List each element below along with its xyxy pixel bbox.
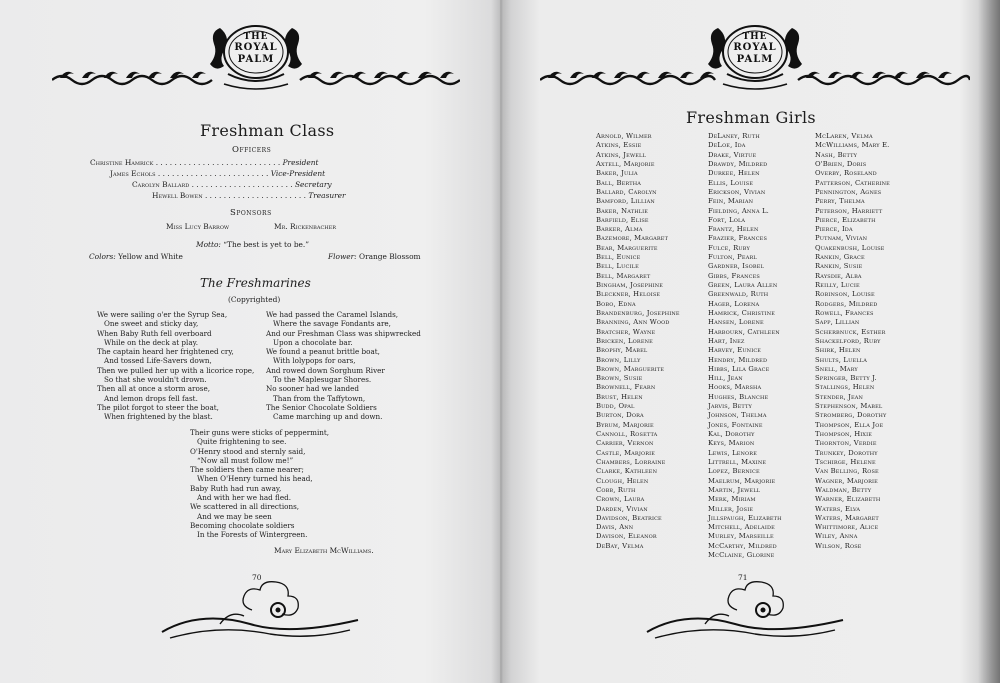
student-name: Shackelford, Ruby: [815, 336, 881, 345]
logo-text-line3: PALM: [736, 54, 774, 65]
poem-line: The captain heard her frightened cry,: [97, 347, 234, 357]
student-name: Bleckner, Heloise: [596, 290, 661, 299]
student-name: Littrell, Maxine: [708, 457, 767, 466]
student-name: Shirk, Helen: [815, 346, 861, 355]
student-name: Crown, Laura: [596, 495, 645, 504]
poem-line: To the Maplesugar Shores.: [273, 375, 372, 385]
student-name: Davidson, Beatrice: [596, 513, 662, 522]
motto-line: [196, 240, 309, 249]
logo-text-line2: ROYAL: [234, 42, 278, 53]
sponsors-heading: Sponsors: [230, 208, 272, 218]
poem-line: Where the savage Fondants are,: [273, 319, 391, 329]
poem-line: The pilot forgot to steer the boat,: [97, 402, 219, 412]
student-name: Waldman, Betty: [815, 485, 872, 494]
student-name: Hooks, Marsha: [708, 383, 762, 392]
student-name: Merk, Miriam: [708, 495, 756, 504]
student-name: Bingham, Josephine: [596, 281, 664, 289]
student-name: Frantz, Helen: [708, 225, 759, 234]
poem-line: When frightened by the blast.: [104, 412, 213, 422]
sponsor-name: Mr. Rickenbacher: [274, 222, 337, 231]
student-name: Hamrick, Christine: [708, 308, 776, 317]
student-name: Lewis, Lenore: [708, 448, 758, 457]
student-name: Clarke, Kathleen: [596, 467, 658, 476]
student-name: Ellis, Louise: [708, 178, 754, 187]
student-name: Bear, Marguerite: [596, 243, 658, 252]
student-name: Tschirge, Helene: [815, 457, 876, 466]
poem-line: And with her we had fled.: [197, 493, 291, 503]
student-name: Brown, Marguerite: [596, 364, 665, 373]
student-name: Stallings, Helen: [815, 383, 875, 392]
poem-line: When O'Henry turned his head,: [197, 474, 313, 484]
student-name: Drawdy, Mildred: [708, 159, 768, 168]
girls-column-1: [596, 132, 680, 551]
poem-line: Becoming chocolate soldiers: [190, 520, 295, 530]
student-name: Hart, Inez: [708, 336, 745, 345]
poem-line: And we may be seen: [197, 511, 272, 521]
student-name: Waters, Margaret: [815, 513, 879, 522]
student-name: Davison, Eleanor: [596, 532, 657, 541]
leader-dots: . . . . . . . . . . . . . . . . . . . . . . . . . . .: [155, 158, 281, 167]
page-number-right: 71: [738, 573, 748, 582]
student-name: Brust, Helen: [596, 392, 643, 401]
student-name: Chambers, Lorraine: [596, 457, 666, 466]
student-name: Bamford, Lillian: [596, 197, 655, 206]
student-name: Reilly, Lucie: [815, 281, 860, 289]
leader-dots: . . . . . . . . . . . . . . . . . . . . . .: [204, 191, 306, 200]
student-name: Shults, Luella: [815, 355, 867, 364]
poem-line: And rowed down Sorghum River: [266, 365, 385, 375]
student-name: Thompson, Ella Joe: [815, 420, 884, 429]
student-name: Stender, Jean: [815, 392, 864, 401]
poem-line: “Now all must follow me!”: [197, 455, 294, 465]
student-name: McLaren, Velma: [815, 132, 873, 140]
student-name: Van Belling, Rose: [815, 467, 879, 476]
student-name: Bell, Eunice: [596, 253, 641, 262]
student-name: Baker, Julia: [596, 169, 638, 178]
student-name: Rowell, Frances: [815, 308, 874, 317]
student-name: Pierce, Ida: [815, 225, 853, 234]
poem-line: The Senior Chocolate Soldiers: [266, 402, 377, 412]
poem-column-3: [190, 428, 329, 540]
student-name: Wilson, Rose: [815, 541, 862, 550]
page-title-freshman-class: Freshman Class: [200, 121, 335, 140]
student-name: Bazemore, Margaret: [596, 234, 669, 243]
student-name: Patterson, Catherine: [815, 178, 890, 187]
student-name: Burton, Dora: [596, 411, 644, 420]
poem-column-2: [266, 310, 421, 422]
student-name: Jones, Fontaine: [708, 420, 763, 429]
poem-title: The Freshmarines: [200, 276, 311, 290]
student-name: McWilliams, Mary E.: [815, 141, 890, 150]
student-name: Murley, Marseille: [708, 532, 774, 541]
student-name: Maelrum, Marjorie: [708, 476, 776, 485]
student-name: Kal, Dorothy: [708, 430, 755, 438]
poem-copyright-note: (Copyrighted): [228, 295, 281, 304]
officers-heading: Officers: [232, 145, 272, 155]
poem-line: Quite frightening to see.: [197, 437, 287, 447]
student-name: Martin, Jewell: [708, 485, 761, 494]
student-name: Rankin, Susie: [815, 262, 863, 271]
poem-line: With lolypops for oars,: [273, 356, 356, 366]
wave-cloud-ornament-icon: [160, 580, 360, 642]
poem-line: One sweet and sticky day,: [104, 319, 199, 329]
officer-row: [152, 191, 346, 200]
motto-text: “The best is yet to be.”: [223, 240, 310, 249]
student-name: Rankin, Grace: [815, 253, 865, 262]
student-name: Rodgers, Mildred: [815, 299, 878, 308]
student-name: Cannoll, Rosetta: [596, 430, 658, 438]
page-title-freshman-girls: Freshman Girls: [686, 108, 816, 127]
student-name: Thompson, Hixie: [815, 430, 873, 438]
poem-line: No sooner had we landed: [266, 384, 360, 394]
student-name: Hansen, Lorene: [708, 318, 764, 327]
student-name: Thornton, Verdie: [815, 439, 877, 448]
student-name: Hibbs, Lila Grace: [708, 364, 770, 373]
student-name: Lopez, Bernice: [708, 467, 760, 476]
poem-line: Then all at once a storm arose,: [97, 384, 211, 394]
poem-line: And our Freshman Class was shipwrecked: [266, 328, 421, 338]
book-gutter: [491, 0, 511, 683]
student-name: McClaine, Glorine: [708, 551, 775, 560]
student-name: Wagner, Marjorie: [815, 476, 878, 485]
student-name: Arnold, Wilmer: [596, 132, 652, 140]
student-name: Quakenbush, Louise: [815, 243, 885, 252]
poem-line: We scattered in all directions,: [190, 502, 300, 512]
poem-column-1: [97, 310, 254, 422]
logo-text-line3: PALM: [237, 54, 275, 65]
student-name: Erickson, Vivian: [708, 187, 766, 196]
royal-palm-header-left: [52, 18, 460, 98]
student-name: Robinson, Louise: [815, 290, 875, 299]
officer-row: [132, 180, 332, 189]
student-name: Fein, Marian: [708, 197, 754, 206]
student-name: Hendry, Mildred: [708, 355, 768, 364]
student-name: Bell, Lucile: [596, 262, 639, 271]
student-name: Jarvis, Betty: [708, 402, 752, 411]
poem-author: Mary Elizabeth McWilliams.: [274, 546, 374, 555]
student-name: Stromberg, Dorothy: [815, 411, 887, 420]
poem-line: So that she wouldn't drown.: [104, 375, 207, 385]
student-name: Jillspaugh, Elizabeth: [708, 513, 782, 522]
officer-role: President: [282, 158, 319, 167]
logo-text-line2: ROYAL: [733, 42, 777, 53]
student-name: Durkee, Helen: [708, 169, 760, 178]
student-name: Ball, Bertha: [596, 178, 641, 187]
student-name: Trunkey, Dorothy: [815, 448, 878, 457]
student-name: Stephenson, Mabel: [815, 402, 883, 411]
student-name: Springer, Betty J.: [815, 374, 877, 383]
student-name: DeLoe, Ida: [708, 141, 746, 150]
student-name: Miller, Josie: [708, 504, 754, 513]
student-name: Barfield, Elise: [596, 215, 649, 224]
student-name: Pierce, Elizabeth: [815, 215, 876, 224]
student-name: Perry, Thelma: [815, 197, 865, 206]
student-name: DeLaney, Ruth: [708, 132, 760, 140]
poem-line: Upon a chocolate bar.: [273, 337, 353, 347]
student-name: Carrier, Vernon: [596, 439, 654, 448]
girls-column-3: [815, 132, 890, 551]
student-name: Mitchell, Adelaide: [708, 523, 775, 532]
student-name: Baker, Nathlie: [596, 206, 649, 215]
student-name: Hager, Lorena: [708, 299, 760, 308]
student-name: Bell, Margaret: [596, 271, 651, 280]
poem-line: While on the deck at play.: [104, 337, 199, 347]
officer-name: Hewell Bowen: [152, 191, 203, 200]
poem-line: O'Henry stood and sternly said,: [190, 446, 306, 456]
poem-line: And lemon drops fell fast.: [104, 393, 198, 403]
poem-line: And tossed Life-Savers down,: [104, 356, 212, 366]
student-name: Johnson, Thelma: [708, 411, 767, 420]
student-name: Fielding, Anna L.: [708, 206, 769, 215]
student-name: Hill, Jean: [708, 374, 743, 383]
poem-line: Than from the Taffytown,: [273, 393, 366, 403]
student-name: Bricken, Lorene: [596, 336, 653, 345]
student-name: Atkins, Essie: [596, 141, 642, 150]
poem-line: Came marching up and down.: [273, 412, 383, 422]
student-name: Davis, Ann: [596, 523, 634, 532]
right-page: [500, 0, 1000, 683]
student-name: Fort, Lola: [708, 215, 746, 224]
student-name: Frazier, Frances: [708, 234, 768, 243]
student-name: Barker, Alma: [596, 225, 643, 234]
student-name: Castle, Marjorie: [596, 448, 656, 457]
officer-role: Treasurer: [308, 191, 346, 200]
student-name: Nash, Betty: [815, 150, 858, 159]
logo-text-line1: THE: [742, 32, 768, 42]
student-name: Overby, Roseland: [815, 169, 877, 178]
student-name: Hughes, Blanche: [708, 392, 769, 401]
student-name: Budd, Opal: [596, 402, 635, 411]
student-name: Branning, Ann Wood: [596, 318, 670, 327]
flower-text: Orange Blossom: [359, 252, 421, 261]
officer-role: Secretary: [294, 180, 332, 189]
motto-label: Motto:: [196, 240, 221, 249]
student-name: DeBay, Velma: [596, 541, 644, 550]
officer-role: Vice-President: [270, 169, 326, 178]
student-name: Brandenburg, Josephine: [596, 308, 680, 317]
colors-text: Yellow and White: [118, 252, 183, 261]
poem-line: We were sailing o'er the Syrup Sea,: [97, 310, 228, 319]
student-name: Greenwald, Ruth: [708, 290, 769, 299]
officer-name: Christine Hamrick: [90, 158, 154, 167]
student-name: Waters, Elva: [815, 504, 861, 513]
poem-line: We had passed the Caramel Islands,: [266, 310, 399, 319]
leader-dots: . . . . . . . . . . . . . . . . . . . . . . . .: [157, 169, 269, 178]
student-name: Pennington, Agnes: [815, 187, 882, 196]
girls-column-2: [708, 132, 782, 560]
student-name: Drake, Virtue: [708, 150, 757, 159]
poem-line: Then we pulled her up with a licorice rope,: [97, 365, 255, 375]
student-name: Harvey, Eunice: [708, 346, 762, 355]
logo-text-line1: THE: [243, 32, 269, 42]
poem-line: Their guns were sticks of peppermint,: [190, 428, 330, 437]
student-name: Brophy, Mabel: [596, 346, 648, 355]
flower-label: Flower:: [328, 252, 357, 261]
student-name: Darden, Vivian: [596, 504, 648, 513]
officer-name: James Echols: [110, 169, 156, 178]
officer-row: [90, 158, 318, 167]
student-name: Gardner, Isobel: [708, 262, 765, 271]
student-name: McCarthy, Mildred: [708, 541, 777, 550]
student-name: Byrum, Marjorie: [596, 420, 654, 429]
student-name: Ballard, Carolyn: [596, 187, 657, 196]
poem-line: We found a peanut brittle boat,: [266, 347, 380, 357]
student-name: Brown, Susie: [596, 374, 643, 383]
student-name: Harbourn, Cathleen: [708, 327, 780, 336]
leader-dots: . . . . . . . . . . . . . . . . . . . . . .: [191, 180, 293, 189]
student-name: Keys, Marion: [708, 439, 755, 448]
student-name: Cobb, Ruth: [596, 485, 636, 494]
student-name: Raysdie, Alba: [815, 271, 862, 280]
poem-line: The soldiers then came nearer;: [190, 465, 304, 475]
flower-line: [328, 252, 421, 261]
page-number-left: 70: [252, 573, 262, 582]
student-name: Snell, Mary: [815, 364, 858, 373]
colors-label: Colors:: [89, 252, 116, 261]
student-name: Axtell, Marjorie: [596, 159, 655, 168]
poem-line: When Baby Ruth fell overboard: [97, 328, 212, 338]
poem-line: In the Forests of Wintergreen.: [197, 530, 308, 540]
poem-line: Baby Ruth had run away,: [190, 483, 282, 493]
student-name: Bobo, Edna: [596, 299, 636, 308]
sponsor-name: Miss Lucy Barrow: [166, 222, 230, 231]
officer-row: [110, 169, 325, 178]
student-name: Peterson, Harriett: [815, 206, 883, 215]
student-name: Scherbnuck, Esther: [815, 327, 886, 336]
wave-cloud-ornament-icon: [645, 580, 845, 642]
colors-line: [89, 252, 183, 261]
student-name: Clough, Helen: [596, 476, 649, 485]
student-name: Whittimore, Alice: [815, 523, 879, 532]
student-name: Sapp, Lillian: [815, 318, 860, 327]
student-name: Fulton, Pearl: [708, 253, 757, 262]
student-name: Brown, Lilly: [596, 355, 641, 364]
student-name: Gibbs, Frances: [708, 271, 760, 280]
student-name: Wiley, Anna: [815, 532, 858, 541]
student-name: Putnam, Vivian: [815, 234, 868, 243]
student-name: O'Brien, Doris: [815, 159, 867, 168]
student-name: Atkins, Jewell: [596, 150, 646, 159]
student-name: Brownell, Fearn: [596, 383, 656, 392]
student-name: Fulce, Ruby: [708, 243, 750, 252]
royal-palm-header-right: [540, 18, 970, 98]
student-name: Warner, Elizabeth: [815, 495, 881, 504]
student-name: Green, Laura Allen: [708, 281, 778, 289]
officer-name: Carolyn Ballard: [132, 180, 190, 189]
student-name: Bratcher, Wayne: [596, 327, 656, 336]
